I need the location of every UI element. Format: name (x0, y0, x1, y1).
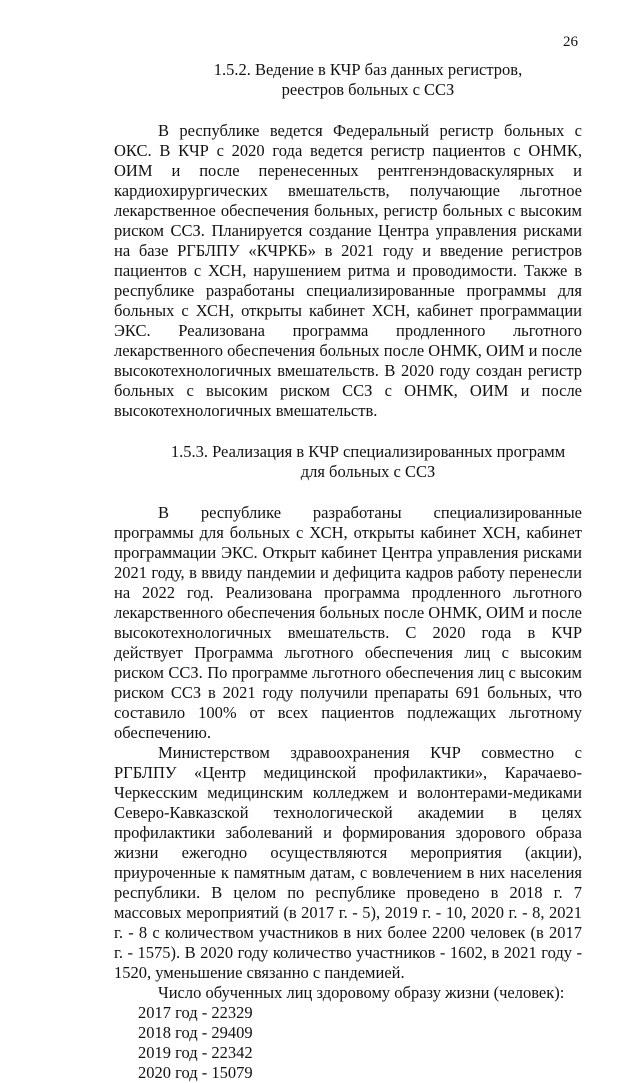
list-item: 2019 год - 22342 (138, 1043, 253, 1062)
registers-paragraph: В республике ведется Федеральный регистр больных с ОКС. В КЧР с 2020 года ведется регистр пациентов с ОНМК, ОИМ и после перенесенных рентгенэндоваскулярных и кардиохирургических вмешательств, получающие льготное лекарственное обеспечения больных, регистр больных с высоким риском ССЗ. Планируется создание Центра управления рисками на базе РГБЛПУ «КЧРКБ» в 2021 году и введение регистров пациентов с ХСН, нарушением ритма и проводимости. Также в республике разработаны специализированные программы для больных с ХСН, открыты кабинет ХСН, кабинет программации ЭКС. Реализована программа продленного льготного лекарственного обеспечения больных после ОНМК, ОИМ и после высокотехнологичных вмешательств. В 2020 году создан регистр больных с высоким риском ССЗ с ОНМК, ОИМ и после высокотехнологичных вмешательств. (114, 121, 583, 420)
section-heading-registers-line1: 1.5.2. Ведение в КЧР баз данных регистров, (213, 60, 523, 79)
list-item: 2018 год - 29409 (138, 1023, 253, 1042)
spacer (114, 421, 582, 442)
section-heading-programs-line2: для больных с ССЗ (300, 462, 436, 481)
list-item: 2017 год - 22329 (138, 1003, 253, 1022)
section-heading-registers-line2: реестров больных с ССЗ (281, 80, 455, 99)
page-number: 26 (563, 34, 578, 50)
spacer (114, 100, 582, 121)
trained-by-year-list (114, 1003, 582, 1083)
prevention-events-paragraph: Министерством здравоохранения КЧР совместно с РГБЛПУ «Центр медицинской профилактики», Карачаево-Черкесским медицинским колледжем и волонтерами-медиками Северо-Кавказской технологической академии в целях профилактики заболеваний и формирования здорового образа жизни ежегодно осуществляются мероприятия (акции), приуроченные к памятным датам, с вовлечением в них населения республики. В целом по республике проведено в 2018 г. 7 массовых мероприятий (в 2017 г. - 5), 2019 г. - 10, 2020 г. - 8, 2021 г. - 8 с количеством участников в них более 2200 человек (в 2017 г. - 1575). В 2020 году количество участников - 1602, в 2021 году - 1520, уменьшение связанно с пандемией. (114, 743, 582, 982)
section-heading-programs-line1: 1.5.3. Реализация в КЧР специализированных программ (170, 442, 566, 461)
spacer (114, 482, 582, 503)
programs-paragraph: В республике разработаны специализированные программы для больных с ХСН, открыты кабинет ХСН, кабинет программации ЭКС. Открыт кабинет Центра управления рисками 2021 году, в ввиду пандемии и дефицита кадров работу перенесли на 2022 год. Реализована программа продленного льготного лекарственного обеспечения больных после ОНМК, ОИМ и после высокотехнологичных вмешательств. С 2020 года в КЧР действует Программа льготного обеспечения лиц с высоким риском ССЗ. По программе льготного обеспечения лиц с высоким риском ССЗ в 2021 году получили препараты 691 больных, что составило 100% от всех пациентов подлежащих льготному обеспечению. (114, 503, 583, 742)
list-item: 2020 год - 15079 (138, 1063, 253, 1082)
trained-count-intro: Число обученных лиц здоровому образу жизни (человек): (158, 983, 565, 1002)
